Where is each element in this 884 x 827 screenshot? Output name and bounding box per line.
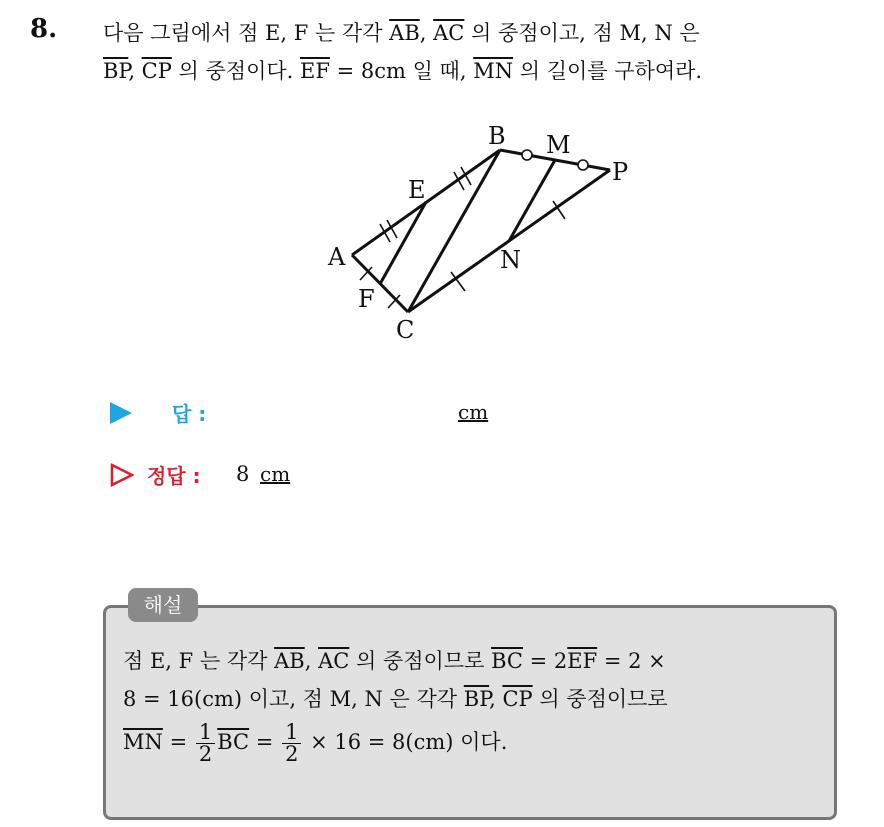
circle-mark (522, 150, 532, 160)
explanation-line-2 (123, 680, 823, 718)
segment-mn: $\overline{MN}$ (473, 59, 514, 83)
segment-ab: $\overline{AB}$ (274, 649, 305, 673)
circle-mark (578, 160, 588, 170)
text-run: 8 = 16(cm) 이고, 점 M, N 은 각각 (123, 687, 464, 711)
question-line-1 (103, 14, 863, 52)
segment-cp: $\overline{CP}$ (502, 687, 533, 711)
text-run: 의 중점이므로 (532, 687, 668, 711)
segment-bc: $\overline{BC}$ (491, 649, 523, 673)
text-run: 점 E, F 는 각각 (123, 649, 275, 673)
text-run: 의 중점이고, 점 M, N 은 (464, 21, 700, 45)
text-run: , (419, 21, 434, 45)
fraction-denominator: 2 (285, 742, 299, 766)
figure-svg (300, 110, 660, 360)
text-run: 의 길이를 구하여라. (513, 59, 703, 83)
outline-triangle-icon (110, 463, 134, 487)
explanation-line-3 (123, 722, 823, 765)
label-p: P (612, 158, 629, 186)
text-run: , (128, 59, 142, 83)
fraction-half (196, 722, 215, 765)
segment-mn: $\overline{MN}$ (123, 730, 163, 754)
label-m: M (546, 131, 571, 159)
text-run: = (249, 730, 281, 754)
answer-row (110, 398, 530, 428)
fraction-numerator: 1 (196, 722, 215, 744)
segment-bp: $\overline{BP}$ (463, 687, 490, 711)
segment-ac: $\overline{AC}$ (433, 21, 465, 45)
correct-answer-label: 정답 : (147, 464, 201, 488)
label-c: C (396, 316, 415, 344)
explanation-tab: 해설 (128, 588, 198, 622)
label-e: E (408, 176, 426, 204)
fraction-numerator: 1 (282, 722, 301, 744)
text-run: , (304, 649, 319, 673)
text-run: × 16 = 8(cm) 이다. (303, 730, 508, 754)
segment-bc: $\overline{BC}$ (217, 730, 250, 754)
segment-bp: $\overline{BP}$ (103, 59, 129, 83)
label-a: A (328, 243, 346, 271)
segment-cp: $\overline{CP}$ (141, 59, 172, 83)
correct-answer-value: 8 (236, 462, 250, 486)
text-run: = 2 (522, 649, 568, 673)
segment-ef: $\overline{EF}$ (300, 59, 330, 83)
text-run: 다음 그림에서 점 E, F 는 각각 (103, 21, 390, 45)
text-run: = 8cm 일 때, (329, 59, 474, 83)
text-run: 의 중점이다. (171, 59, 301, 83)
answer-unit: cm (458, 400, 489, 424)
line-mn (509, 160, 555, 241)
explanation-line-1 (123, 642, 823, 680)
line-bc (408, 150, 500, 312)
question-text (103, 14, 863, 90)
play-triangle-icon (110, 402, 132, 424)
correct-answer-unit: cm (260, 462, 291, 486)
text-run: 의 중점이므로 (349, 649, 492, 673)
fraction-half (282, 722, 301, 765)
label-f: F (358, 285, 375, 313)
label-b: B (488, 122, 506, 150)
question-line-2 (103, 52, 863, 90)
segment-ab: $\overline{AB}$ (389, 21, 420, 45)
text-run: , (489, 687, 503, 711)
fraction-denominator: 2 (198, 742, 213, 766)
question-number: 8. (30, 14, 58, 44)
text-run: = 2 × (597, 649, 666, 673)
segment-ef: $\overline{EF}$ (567, 649, 598, 673)
geometry-figure (300, 110, 660, 360)
line-ef (380, 202, 426, 284)
text-run: = (162, 730, 194, 754)
answer-label: 답 : (172, 402, 207, 426)
label-n: N (500, 246, 521, 274)
segment-ac: $\overline{AC}$ (318, 649, 350, 673)
explanation-text (123, 642, 823, 765)
correct-answer-row (110, 460, 530, 490)
